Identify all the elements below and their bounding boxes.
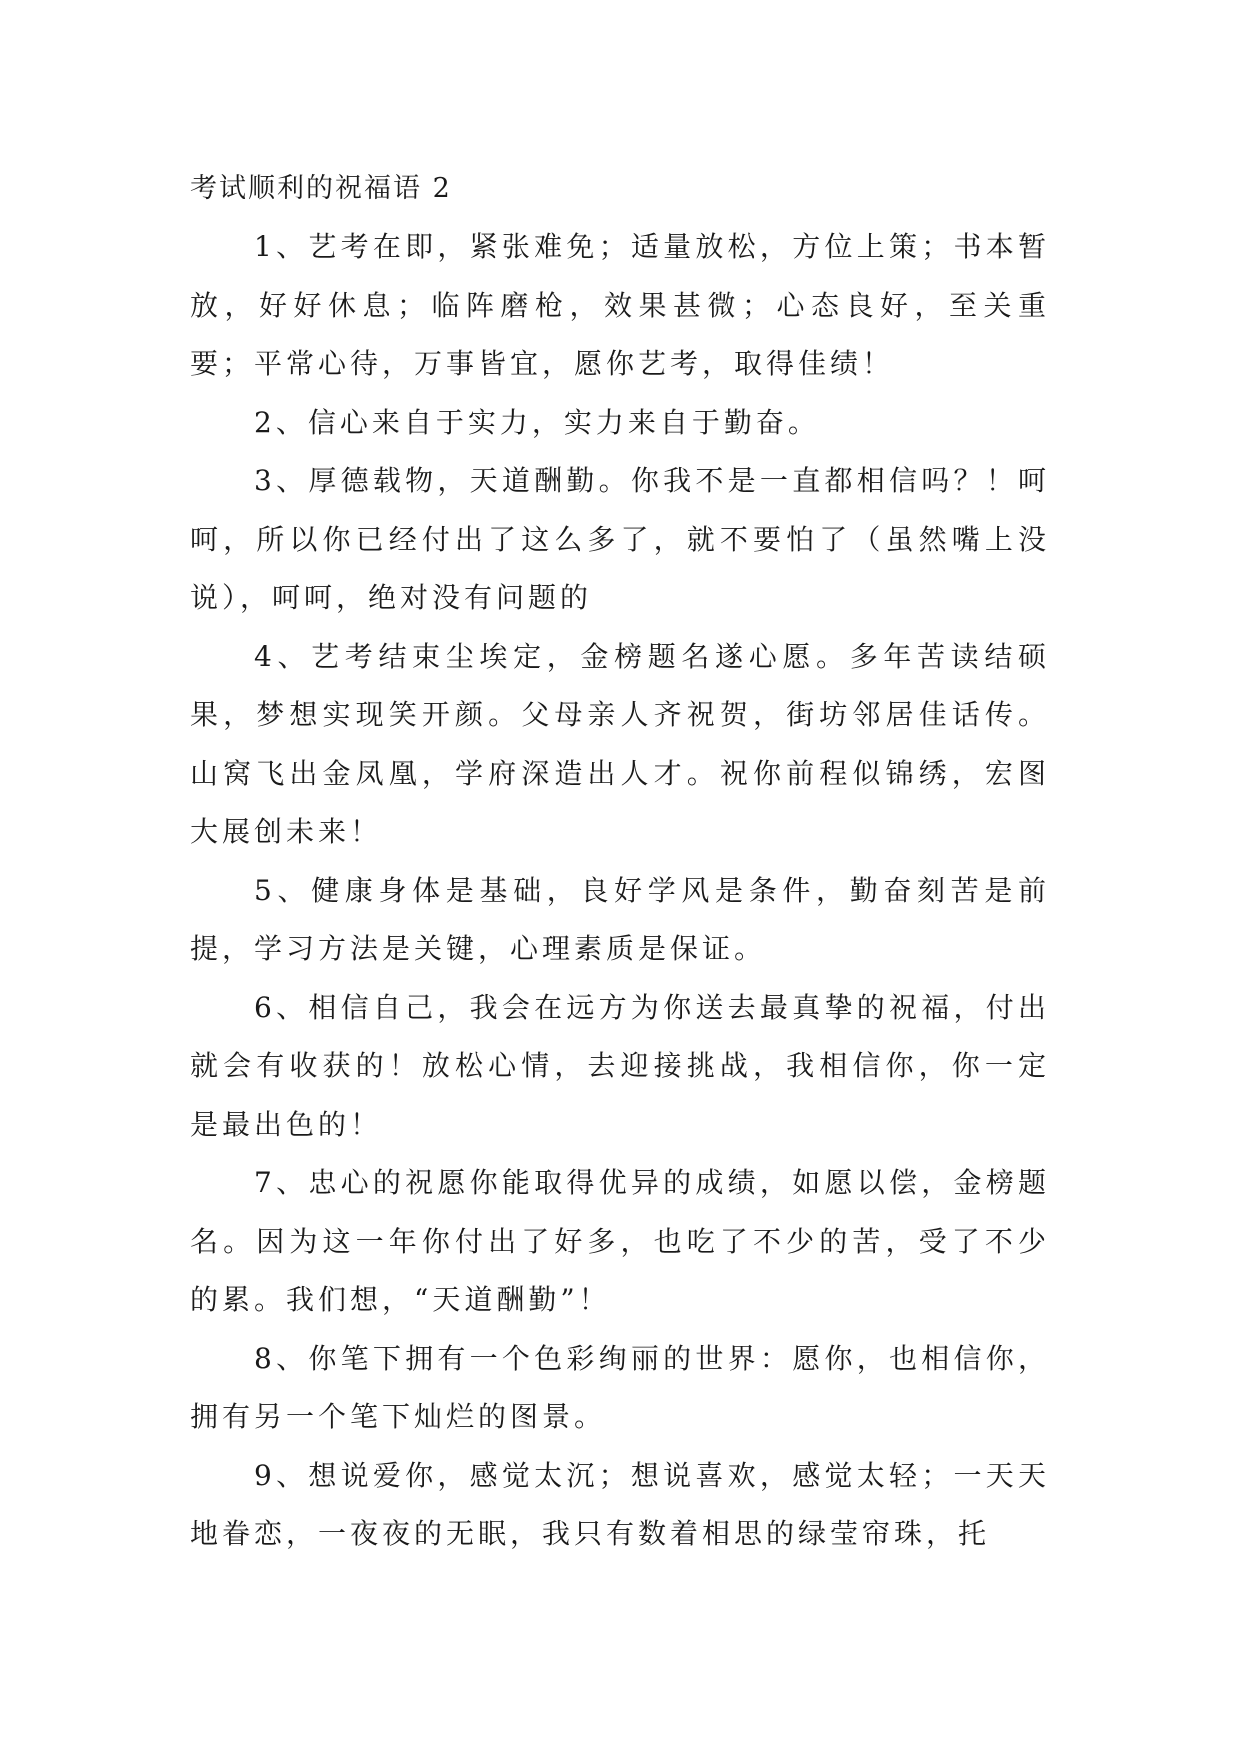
document-body: [190, 160, 1050, 1564]
paragraph: 4、艺考结束尘埃定，金榜题名遂心愿。多年苦读结硕果，梦想实现笑开颜。父母亲人齐祝贺，街坊邻居佳话传。山窝飞出金凤凰，学府深造出人才。祝你前程似锦绣，宏图大展创未来！: [190, 639, 1050, 848]
paragraph: 3、厚德载物，天道酬勤。你我不是一直都相信吗？！呵呵，所以你已经付出了这么多了，就不要怕了（虽然嘴上没说），呵呵，绝对没有问题的: [190, 464, 1050, 614]
paragraph: 1、艺考在即，紧张难免；适量放松，方位上策；书本暂放，好好休息；临阵磨枪，效果甚微；心态良好，至关重要；平常心待，万事皆宜，愿你艺考，取得佳绩！: [190, 230, 1050, 380]
paragraph: 6、相信自己，我会在远方为你送去最真挚的祝福，付出就会有收获的！放松心情，去迎接挑战，我相信你，你一定是最出色的！: [190, 990, 1050, 1141]
document-title: 考试顺利的祝福语 2: [190, 173, 452, 204]
paragraph: 2、信心来自于实力，实力来自于勤奋。: [254, 405, 820, 439]
paragraph: 5、健康身体是基础，良好学风是条件，勤奋刻苦是前提，学习方法是关键，心理素质是保证。: [190, 873, 1050, 965]
paragraph: 7、忠心的祝愿你能取得优异的成绩，如愿以偿，金榜题名。因为这一年你付出了好多，也吃了不少的苦，受了不少的累。我们想，“天道酬勤”！: [190, 1166, 1050, 1316]
paragraph: 8、你笔下拥有一个色彩绚丽的世界：愿你，也相信你，拥有另一个笔下灿烂的图景。: [190, 1341, 1050, 1433]
paragraph: 9、想说爱你，感觉太沉；想说喜欢，感觉太轻；一天天地眷恋，一夜夜的无眠，我只有数着相思的绿莹帘珠，托: [190, 1458, 1050, 1550]
